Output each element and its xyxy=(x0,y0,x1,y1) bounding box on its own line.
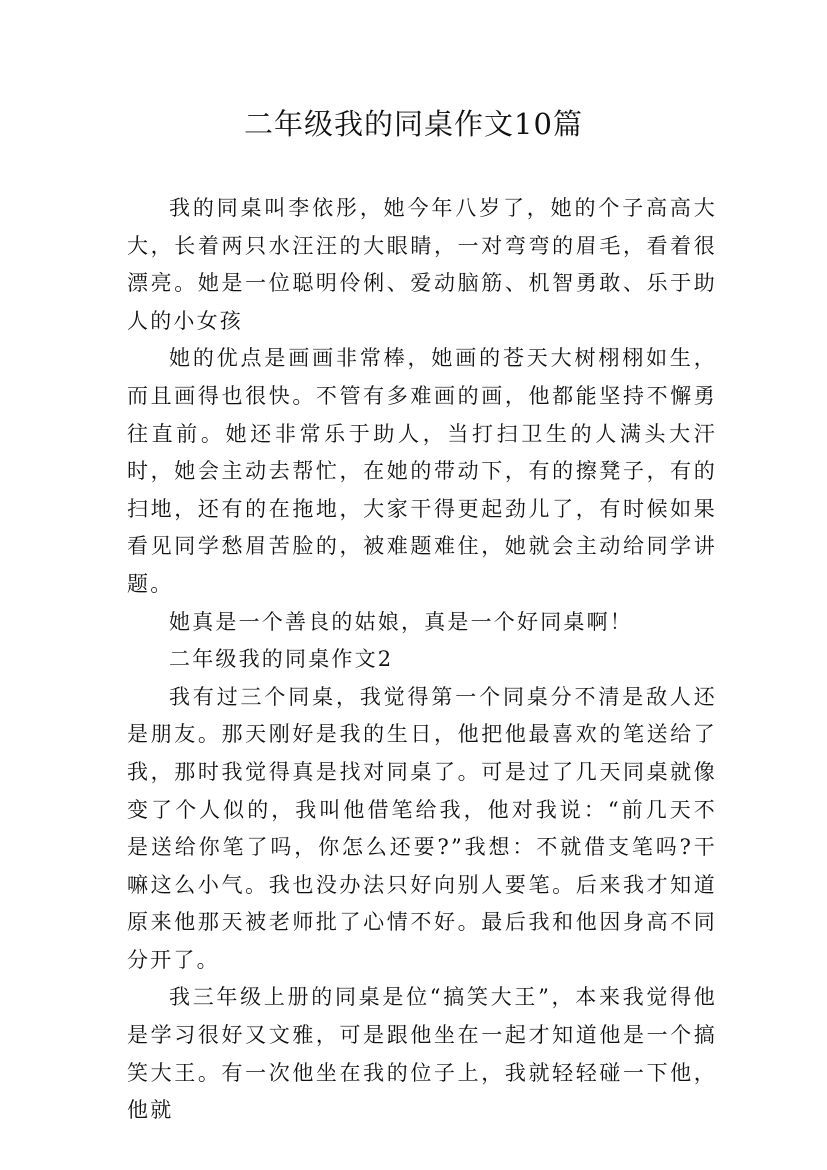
paragraph-3: 她真是一个善良的姑娘，真是一个好同桌啊！ xyxy=(169,609,633,634)
paragraph-5: 我三年级上册的同桌是位“搞笑大王”，本来我觉得他是学习很好又文雅，可是跟他坐在一起才知道他是一个搞笑大王。有一次他坐在我的位子上，我就轻轻碰一下他，他就 xyxy=(127,985,717,1123)
document-body xyxy=(127,190,717,1130)
section-heading-2: 二年级我的同桌作文2 xyxy=(169,647,394,672)
paragraph-4: 我有过三个同桌，我觉得第一个同桌分不清是敌人还是朋友。那天刚好是我的生日，他把他最喜欢的笔送给了我，那时我觉得真是找对同桌了。可是过了几天同桌就像变了个人似的，我叫他借笔给我，他对我说：“前几天不是送给你笔了吗，你怎么还要?”我想：不就借支笔吗?干嘛这么小气。我也没办法只好向别人要笔。后来我才知道原来他那天被老师批了心情不好。最后我和他因身高不同分开了。 xyxy=(127,684,717,972)
document-title: 二年级我的同桌作文10篇 xyxy=(244,107,583,141)
paragraph-2: 她的优点是画画非常棒，她画的苍天大树栩栩如生，而且画得也很快。不管有多难画的画，他都能坚持不懈勇往直前。她还非常乐于助人，当打扫卫生的人满头大汗时，她会主动去帮忙，在她的带动下，有的擦凳子，有的扫地，还有的在拖地，大家干得更起劲儿了，有时候如果看见同学愁眉苦脸的，被难题难住，她就会主动给同学讲题。 xyxy=(127,346,717,596)
paragraph-1: 我的同桌叫李依彤，她今年八岁了，她的个子高高大大，长着两只水汪汪的大眼睛，一对弯弯的眉毛，看着很漂亮。她是一位聪明伶俐、爱动脑筋、机智勇敢、乐于助人的小女孩 xyxy=(127,196,717,333)
